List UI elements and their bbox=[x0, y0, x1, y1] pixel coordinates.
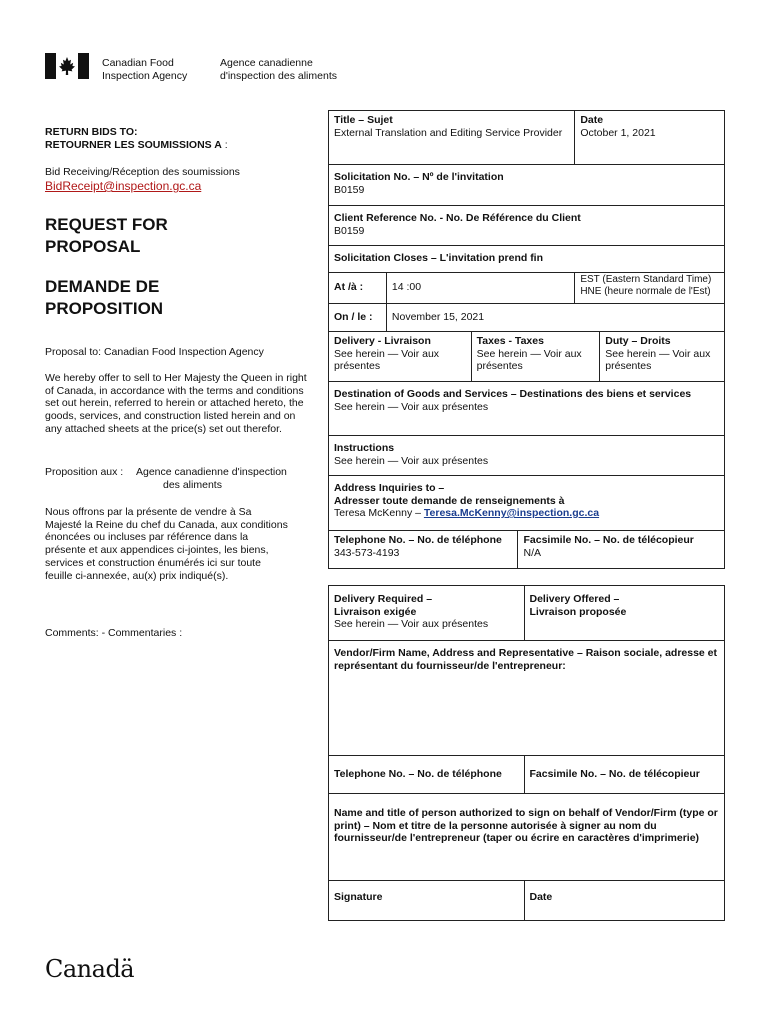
rfp-heading-line2: PROPOSAL bbox=[45, 237, 141, 256]
title-label: Title – Sujet bbox=[334, 114, 393, 126]
at-value-cell bbox=[386, 273, 574, 304]
delivery-required-label-1: Delivery Required – bbox=[334, 593, 433, 605]
telephone-label: Telephone No. – No. de téléphone bbox=[334, 534, 502, 546]
address-inquiries-cell bbox=[329, 476, 725, 531]
instructions-label: Instructions bbox=[334, 442, 395, 454]
delivery-required-cell bbox=[329, 586, 525, 641]
agency-name-en-line1: Canadian Food bbox=[102, 57, 174, 69]
vendor-name-cell[interactable] bbox=[329, 641, 725, 756]
solicitation-label: Solicitation No. – Nº de l'invitation bbox=[334, 171, 504, 183]
solicitation-form bbox=[328, 110, 725, 569]
telephone-value: 343-573-4193 bbox=[334, 546, 400, 559]
return-bids-colon: : bbox=[221, 138, 228, 151]
facsimile-cell bbox=[518, 531, 725, 569]
at-value: 14 :00 bbox=[391, 281, 422, 294]
facsimile-value: N/A bbox=[523, 546, 541, 559]
vendor-form bbox=[328, 585, 725, 921]
duty-value: See herein — Voir aux présentes bbox=[605, 347, 711, 372]
closes-label: Solicitation Closes – L'invitation prend fin bbox=[334, 252, 544, 265]
taxes-cell bbox=[471, 332, 600, 382]
timezone-cell bbox=[575, 273, 725, 304]
canada-wordmark-icon bbox=[45, 955, 134, 983]
delivery-label: Delivery - Livraison bbox=[334, 335, 431, 347]
delivery-value: See herein — Voir aux présentes bbox=[334, 347, 440, 372]
authorized-person-cell[interactable] bbox=[329, 794, 725, 881]
duty-cell bbox=[600, 332, 725, 382]
vendor-telephone-label: Telephone No. – No. de téléphone bbox=[334, 767, 502, 780]
bid-email-link[interactable]: BidReceipt@inspection.gc.ca bbox=[45, 179, 202, 193]
canada-flag-icon bbox=[45, 53, 89, 79]
solicitation-value: B0159 bbox=[334, 183, 365, 196]
bid-receiving-label: Bid Receiving/Réception des soumissions bbox=[45, 166, 240, 178]
instructions-cell bbox=[329, 436, 725, 476]
on-label: On / le : bbox=[334, 310, 373, 323]
taxes-value: See herein — Voir aux présentes bbox=[476, 347, 582, 372]
agency-name-fr-line2: d'inspection des aliments bbox=[220, 69, 337, 82]
rfp-heading-line1: REQUEST FOR bbox=[45, 215, 168, 234]
client-ref-label: Client Reference No. - No. De Référence du Client bbox=[334, 212, 581, 224]
title-value: External Translation and Editing Service Provider bbox=[334, 126, 563, 139]
vendor-facsimile-label: Facsimile No. – No. de télécopieur bbox=[529, 767, 700, 780]
agency-name-fr-line1: Agence canadienne bbox=[220, 57, 313, 69]
delivery-cell bbox=[329, 332, 472, 382]
delivery-offered-label-2: Livraison proposée bbox=[529, 605, 627, 618]
on-value: November 15, 2021 bbox=[391, 310, 485, 323]
signature-label: Signature bbox=[334, 891, 383, 903]
delivery-required-label-2: Livraison exigée bbox=[334, 605, 417, 618]
solicitation-cell bbox=[329, 165, 725, 206]
timezone-line2: HNE (heure normale de l'Est) bbox=[580, 286, 711, 297]
closes-cell bbox=[329, 246, 725, 273]
proposition-value-1: Agence canadienne d'inspection bbox=[136, 466, 287, 478]
proposition-label: Proposition aux : bbox=[45, 466, 124, 478]
signature-cell[interactable] bbox=[329, 881, 525, 921]
at-label-cell bbox=[329, 273, 387, 304]
return-bids-en: RETURN BIDS TO: bbox=[45, 126, 138, 138]
contact-email-link[interactable]: Teresa.McKenny@inspection.gc.ca bbox=[423, 507, 600, 519]
facsimile-label: Facsimile No. – No. de télécopieur bbox=[523, 534, 694, 546]
instructions-value: See herein — Voir aux présentes bbox=[334, 454, 489, 467]
canada-wordmark-text: Canadä bbox=[45, 955, 135, 983]
proposition-value-2: des aliments bbox=[163, 478, 222, 491]
client-ref-value: B0159 bbox=[334, 224, 365, 237]
contact-name: Teresa McKenny – bbox=[334, 507, 421, 519]
delivery-offered-label-1: Delivery Offered – bbox=[529, 593, 620, 605]
comments-label: Comments: - Commentaries : bbox=[45, 627, 183, 639]
destination-cell bbox=[329, 382, 725, 436]
date-cell bbox=[575, 111, 725, 165]
delivery-required-value: See herein — Voir aux présentes bbox=[334, 618, 489, 630]
at-label: At /à : bbox=[334, 281, 364, 294]
date-value: October 1, 2021 bbox=[580, 126, 656, 139]
date-label: Date bbox=[580, 114, 604, 126]
vendor-facsimile-cell[interactable] bbox=[524, 756, 725, 794]
authorized-person-label: Name and title of person authorized to sign on behalf of Vendor/Firm (type or print) – Nom et titre de la personne autorisée à signer au nom du fournisseur/de l'entrepreneur (taper ou écrire en caractères d'imprimerie) bbox=[334, 807, 718, 844]
address-label-2: Adresser toute demande de renseignements à bbox=[334, 494, 565, 507]
on-value-cell bbox=[386, 304, 724, 332]
telephone-cell bbox=[329, 531, 518, 569]
agency-name-en-line2: Inspection Agency bbox=[102, 69, 188, 82]
delivery-offered-cell[interactable] bbox=[524, 586, 725, 641]
signature-date-cell[interactable] bbox=[524, 881, 725, 921]
vendor-name-label: Vendor/Firm Name, Address and Representative – Raison sociale, adresse et représentant du fournisseur/de l'entrepreneur: bbox=[334, 647, 718, 672]
proposal-to: Proposal to: Canadian Food Inspection Agency bbox=[45, 346, 264, 358]
offer-en: We hereby offer to sell to Her Majesty the Queen in right of Canada, in accordance with the terms and conditions set out herein, referred to herein or attached hereto, the goods, services, and construction listed herein and on any attached sheets at the price(s) set out therefor. bbox=[45, 372, 307, 435]
client-ref-cell bbox=[329, 206, 725, 246]
duty-label: Duty – Droits bbox=[605, 335, 671, 347]
ddp-heading-line1: DEMANDE DE bbox=[45, 277, 160, 296]
signature-date-label: Date bbox=[529, 891, 553, 903]
vendor-telephone-cell[interactable] bbox=[329, 756, 525, 794]
ddp-heading-line2: PROPOSITION bbox=[45, 299, 164, 318]
timezone-line1: EST (Eastern Standard Time) bbox=[580, 274, 712, 285]
taxes-label: Taxes - Taxes bbox=[476, 335, 544, 347]
offer-fr: Nous offrons par la présente de vendre à Sa Majesté la Reine du chef du Canada, aux conditions énoncées ou incluses par référence dans la présente et aux appendices ci-jointes, les biens, services et construction énumérés ici sur toute feuille ci-annexée, au(x) prix indiqué(s). bbox=[45, 506, 288, 582]
title-cell bbox=[329, 111, 575, 165]
address-label-1: Address Inquiries to – bbox=[334, 482, 445, 494]
destination-value: See herein — Voir aux présentes bbox=[334, 400, 489, 413]
on-label-cell bbox=[329, 304, 387, 332]
return-bids-fr: RETOURNER LES SOUMISSIONS A bbox=[45, 138, 222, 151]
destination-label: Destination of Goods and Services – Destinations des biens et services bbox=[334, 388, 692, 400]
